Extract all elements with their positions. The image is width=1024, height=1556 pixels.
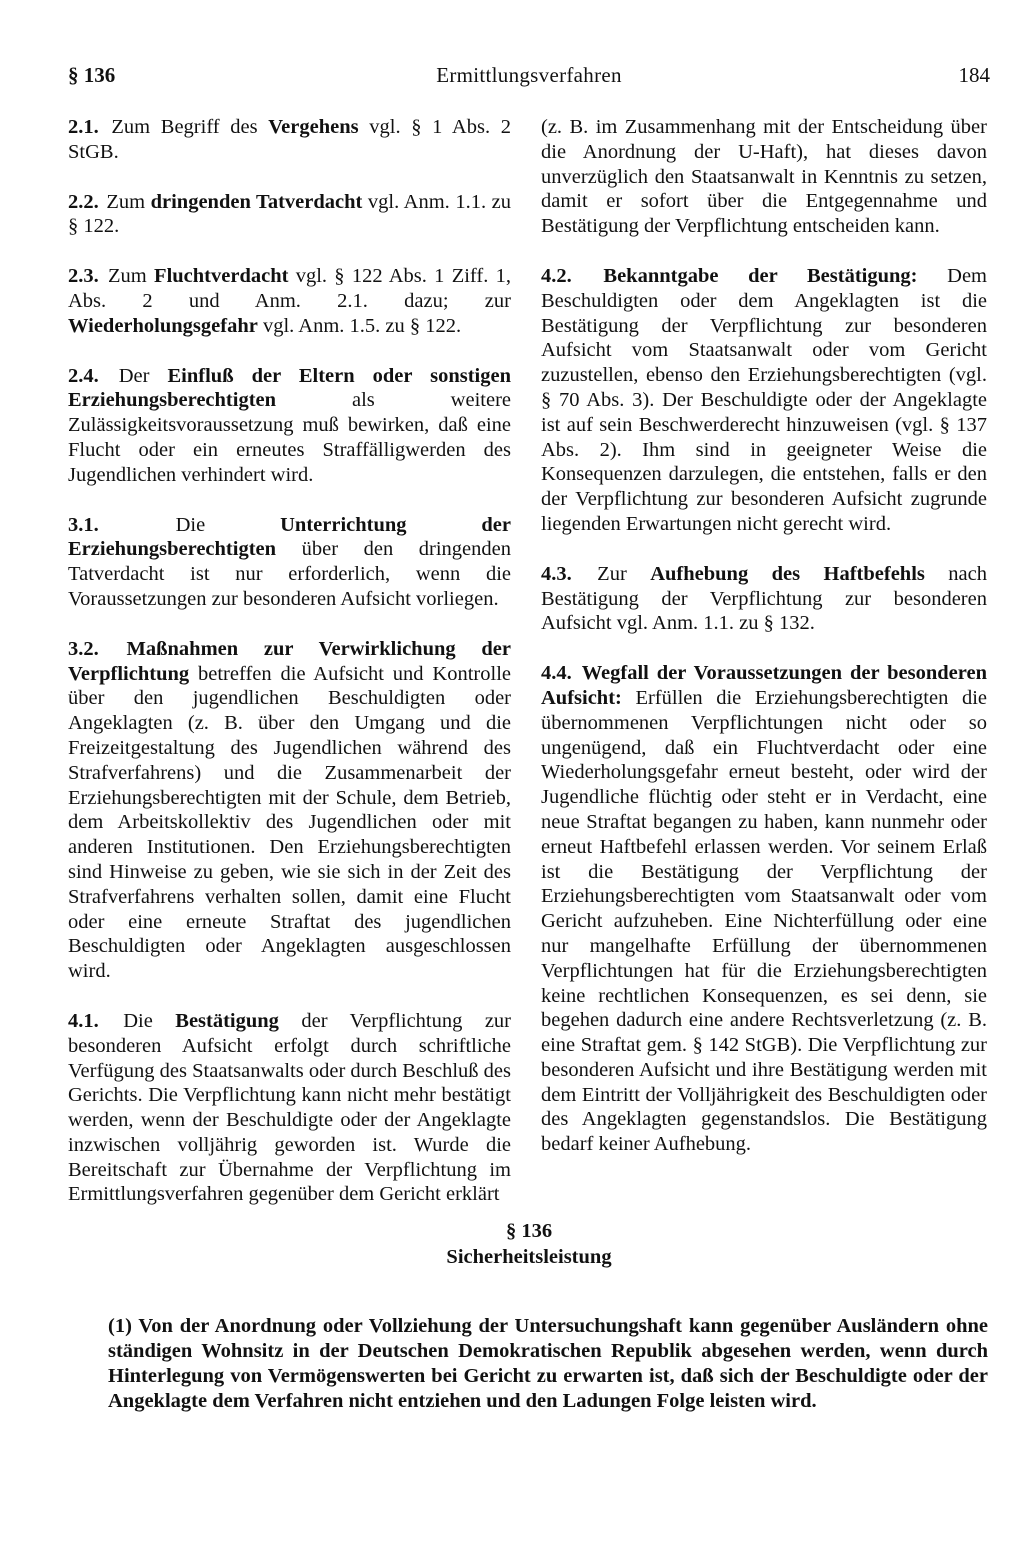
annotation-number: 3.1.: [68, 513, 99, 536]
paragraph-text: [574, 265, 604, 287]
paragraph-text: über den dringenden Tatverdacht ist nur erforderlich, wenn die Voraussetzungen zur besonderen Aufsicht vorliegen.: [68, 538, 511, 610]
paragraph-text: als weitere Zulässigkeitsvoraussetzung muß bewirken, daß eine Flucht oder ein erneutes Straffälligwerden des Jugendlichen verhindert wird.: [68, 389, 511, 486]
paragraph-text: Der: [100, 364, 168, 387]
bold-term: dringenden Tatverdacht: [150, 190, 363, 213]
annotation-number: 2.1.: [68, 116, 99, 138]
annotation-number: 3.2.: [68, 637, 99, 660]
paragraph-text: Zum: [100, 190, 151, 213]
header-section: § 136: [68, 63, 116, 87]
law-paragraph: (1) Von der Anordnung oder Vollziehung der Untersuchungshaft kann gegenüber Ausländern ohne ständigen Wohnsitz in der Deutschen Demokratischen Republik abgesehen werden, wenn durch Hinterlegung von Vermögenswerten bei Gericht zu erwarten ist, daß sich der Beschuldigte oder der Angeklagte dem Verfahren nicht entziehen und den Ladungen Folge leisten wird.: [108, 1314, 988, 1412]
paragraph-text: betreffen die Aufsicht und Kontrolle über den jugendlichen Beschuldigten oder Angeklagten (z. B. über den Umgang und die Freizeitgestaltung des Jugendlichen während des Strafverfahrens) und die Zusammenarbeit der Erziehungsberechtigten mit der Schule, dem Betrieb, dem Arbeitskollektiv des Jugendlichen oder mit anderen Institutionen. Den Erziehungsberechtigten sind Hinweise zu geben, wie sie sich in der Zeit des Strafverfahrens verhalten sollen, damit eine Flucht oder eine erneute Straftat des jugendlichen Beschuldigten oder Angeklagten ausgeschlossen wird.: [68, 662, 511, 983]
page-header: [68, 62, 990, 92]
left-column: [68, 115, 511, 1232]
annotation-paragraph: [68, 264, 511, 338]
annotation-paragraph: [541, 661, 987, 1157]
section-title: Sicherheitsleistung: [446, 1246, 612, 1268]
paragraph-text: Erfüllen die Erziehungsberechtigten die übernommenen Verpflichtungen nicht oder so ungenügend, daß ein Fluchtverdacht oder eine Wiederholungsgefahr erneut besteht, oder wird der Jugendliche flüchtig oder steht er in Verdacht, eine neue Straftat begangen zu haben, kann nunmehr oder erneut Haftbefehl erlassen werden. Vor seinem Erlaß ist die Bestätigung der Verpflichtung der Erziehungsberechtigten vom Staatsanwalt oder vom Gericht aufzuheben. Eine Nichterfüllung oder eine nur mangelhafte Erfüllung der übernommenen Verpflichtungen hat für die Erziehungsberechtigten keine rechtlichen Konsequenzen, es sei denn, sie begehen dadurch eine andere Rechtsverletzung (z. B. eine Straftat gem. § 142 StGB). Die Verpflichtung zur besonderen Aufsicht und ihre Bestätigung werden mit dem Eintritt der Volljährigkeit des Beschuldigten oder des Angeklagten gegenstandslos. Die Bestätigung bedarf keiner Aufhebung.: [541, 686, 987, 1156]
annotation-paragraph: [68, 1009, 511, 1207]
header-title: Ermittlungsverfahren: [436, 63, 622, 87]
bold-term: Wegfall der Voraussetzungen der besonderen Aufsicht:: [541, 662, 987, 709]
paragraph-text: vgl. § 1 Abs. 2 StGB.: [68, 116, 511, 163]
annotation-paragraph: [541, 115, 987, 239]
annotation-paragraph: [68, 637, 511, 984]
paragraph-text: Zum Begriff des: [100, 116, 269, 138]
annotation-paragraph: [68, 115, 511, 165]
paragraph-text: nach Bestätigung der Verpflichtung zur besonderen Aufsicht vgl. Anm. 1.1. zu § 132.: [541, 562, 987, 635]
paragraph-text: der Verpflichtung zur besonderen Aufsicht erfolgt durch schriftliche Verfügung des Staatsanwalts oder durch Beschluß des Gerichts. Die Verpflichtung kann nicht mehr bestätigt werden, wenn der Beschuldigte oder der Angeklagte inzwischen volljährig geworden ist. Wurde die Bereitschaft zur Übernahme der Verpflichtung im Ermittlungsverfahren gegenüber dem Gericht erklärt: [68, 1009, 511, 1206]
annotation-number: 4.1.: [68, 1009, 99, 1032]
paragraph-text: Zum: [100, 265, 155, 288]
paragraph-text: vgl. Anm. 1.1. zu § 122.: [68, 190, 511, 238]
bold-term: Einfluß der Eltern oder sonstigen Erziehungsberechtigten: [68, 364, 511, 412]
paragraph-text: Die: [100, 513, 281, 536]
bold-term: Bekanntgabe der Bestätigung:: [603, 264, 918, 287]
bold-term: Wiederholungsgefahr: [68, 314, 258, 337]
annotation-paragraph: [68, 513, 511, 612]
paragraph-text: [101, 638, 127, 660]
bold-term: Fluchtverdacht: [154, 265, 289, 288]
annotation-paragraph: [68, 190, 511, 240]
paragraph-text: Dem Beschuldigten oder dem Angeklagten ist die Bestätigung der Verpflichtung zur besonderen Aufsicht vom Staatsanwalt oder vom Gericht zuzustellen, ebenso den Erziehungsberechtigten (vgl. § 70 Abs. 3). Der Beschuldigte oder der Angeklagte ist auf sein Beschwerderecht hinzuweisen (vgl. § 137 Abs. 2). Ihm sind in geeigneter Weise die Konsequenzen darzulegen, die entstehen, falls er den der Verpflichtung zur besonderen Aufsicht zugrunde liegenden Erwartungen nicht gerecht wird.: [541, 264, 987, 535]
annotation-paragraph: [541, 562, 987, 636]
paragraph-text: Die: [100, 1009, 176, 1032]
annotation-number: 2.4.: [68, 364, 99, 387]
right-column: [541, 115, 987, 1182]
paragraph-text: (z. B. im Zusammenhang mit der Entscheidung über die Anordnung der U-Haft), hat dieses davon unverzüglich den Staatsanwalt in Kenntnis zu setzen, damit er sofort über die Entgegennahme und Bestätigung der Verpflichtung entscheiden kann.: [541, 116, 987, 238]
paragraph-text: vgl. § 122 Abs. 1 Ziff. 1, Abs. 2 und Anm. 2.1. dazu; zur: [68, 265, 512, 312]
paragraph-text: Zur: [573, 562, 651, 585]
paragraph-text: vgl. Anm. 1.5. zu § 122.: [257, 314, 462, 337]
bold-term: Aufhebung des Haftbefehls: [650, 562, 925, 585]
annotation-number: 4.3.: [541, 562, 572, 585]
annotation-number: 2.2.: [68, 190, 99, 213]
bold-term: Maßnahmen zur Verwirklichung der Verpflichtung: [68, 637, 512, 685]
paragraph-text: [574, 662, 582, 684]
bold-term: Vergehens: [268, 116, 359, 138]
annotation-number: 4.4.: [541, 662, 572, 685]
page-number: 184: [958, 63, 990, 87]
section-heading: [68, 1218, 990, 1270]
annotation-paragraph: [68, 364, 511, 488]
annotation-number: 2.3.: [68, 265, 99, 288]
annotation-paragraph: [541, 264, 987, 537]
bold-term: Bestätigung: [175, 1009, 279, 1032]
bold-term: Unterrichtung der Erziehungsberechtigten: [68, 513, 511, 561]
section-number: § 136: [505, 1220, 553, 1242]
annotation-number: 4.2.: [541, 264, 572, 287]
